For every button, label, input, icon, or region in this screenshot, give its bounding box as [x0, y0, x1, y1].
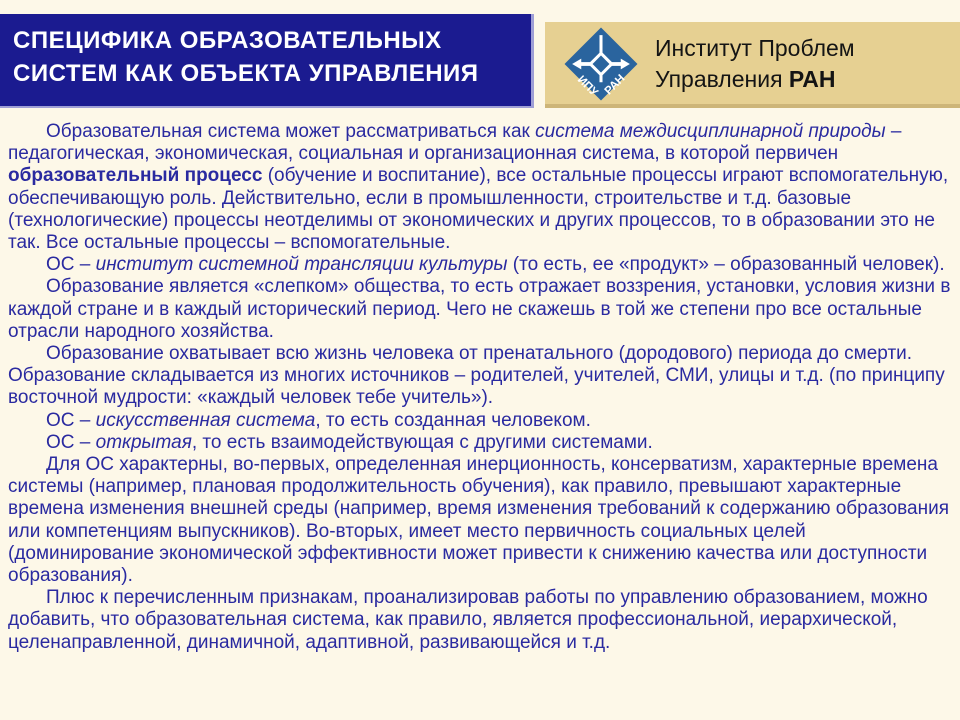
text-segment-normal: Образование охватывает всю жизнь человека от пренатального (дородового) периода до смерти. Образование складывается из многих источников – родителей, учителей, СМИ, улицы и т.д. (по принципу восточной мудрости: «каждый человек тебе учитель»).: [8, 343, 945, 409]
paragraph: [8, 454, 954, 587]
institute-name-line-2-regular: Управления: [655, 66, 789, 92]
paragraph: [8, 410, 954, 432]
text-segment-normal: ОС –: [46, 431, 96, 453]
ipu-ran-logo-icon: [561, 26, 641, 102]
text-segment-normal: (то есть, ее «продукт» – образованный человек).: [507, 254, 945, 276]
text-segment-normal: Образование является «слепком» общества, то есть отражает воззрения, установки, условия жизни в каждой стране и в каждый исторический период. Чего не скажешь в той же степени про все остальные отрасли народного хозяйства.: [8, 276, 951, 342]
text-segment-normal: , то есть созданная человеком.: [315, 409, 591, 431]
text-segment-bold: образовательный процесс: [8, 165, 263, 187]
text-segment-normal: Плюс к перечисленным признакам, проанализировав работы по управлению образованием, можно добавить, что образовательная система, как правило, является профессиональной, иерархической, целенаправленной, динамичной, адаптивной, развивающейся и т.д.: [8, 587, 928, 653]
text-segment-normal: ОС –: [46, 409, 96, 431]
paragraph: [8, 254, 954, 276]
paragraph: [8, 432, 954, 454]
paragraph: [8, 343, 954, 410]
slide-body-text: [8, 121, 954, 654]
text-segment-italic: искусственная система: [95, 409, 316, 431]
text-segment-normal: Для ОС характерны, во-первых, определенная инерционность, консерватизм, характерные времена системы (например, плановая продолжительность обучения), как правило, превышают характерные времена изменения внешней среды (например, время изменения требований к содержанию образования или компетенциям выпускников). Во-вторых, имеет место первичность социальных целей (доминирование экономической эффективности может привести к снижению качества или доступности образования).: [8, 454, 950, 587]
slide-title-bar: [0, 14, 534, 108]
paragraph: [8, 587, 954, 654]
institute-banner: [545, 22, 960, 108]
text-segment-italic: открытая: [95, 431, 192, 453]
paragraph: [8, 276, 954, 343]
institute-name: [655, 33, 855, 95]
logo-text-ran: РАН: [602, 72, 628, 98]
text-segment-normal: (обучение и воспитание), все остальные процессы играют вспомогательную, обеспечивающую роль. Действительно, если в промышленности, строительстве и т.д. базовые (технологические) процессы неотделимы от экономических и других процессов, то в образовании это не так. Все остальные процессы – вспомогательные.: [8, 165, 949, 254]
paragraph: [8, 121, 954, 254]
institute-name-ran: РАН: [788, 66, 836, 92]
logo-text-ipu: ИПУ: [574, 73, 600, 99]
slide-title-line-2: СИСТЕМ КАК ОБЪЕКТА УПРАВЛЕНИЯ: [13, 60, 479, 87]
text-segment-normal: – педагогическая, экономическая, социальная и организационная система, в которой первичен: [8, 121, 902, 165]
text-segment-normal: , то есть взаимодействующая с другими системами.: [191, 431, 653, 453]
text-segment-normal: Образовательная система может рассматриваться как: [46, 121, 536, 142]
slide-title-line-1: СПЕЦИФИКА ОБРАЗОВАТЕЛЬНЫХ: [13, 27, 442, 54]
institute-name-line-1: Институт Проблем: [655, 35, 855, 61]
text-segment-italic: институт системной трансляции культуры: [95, 254, 508, 276]
text-segment-italic: система междисциплинарной природы: [535, 121, 886, 142]
institute-name-line-2: [655, 64, 855, 95]
text-segment-normal: ОС –: [46, 254, 96, 276]
